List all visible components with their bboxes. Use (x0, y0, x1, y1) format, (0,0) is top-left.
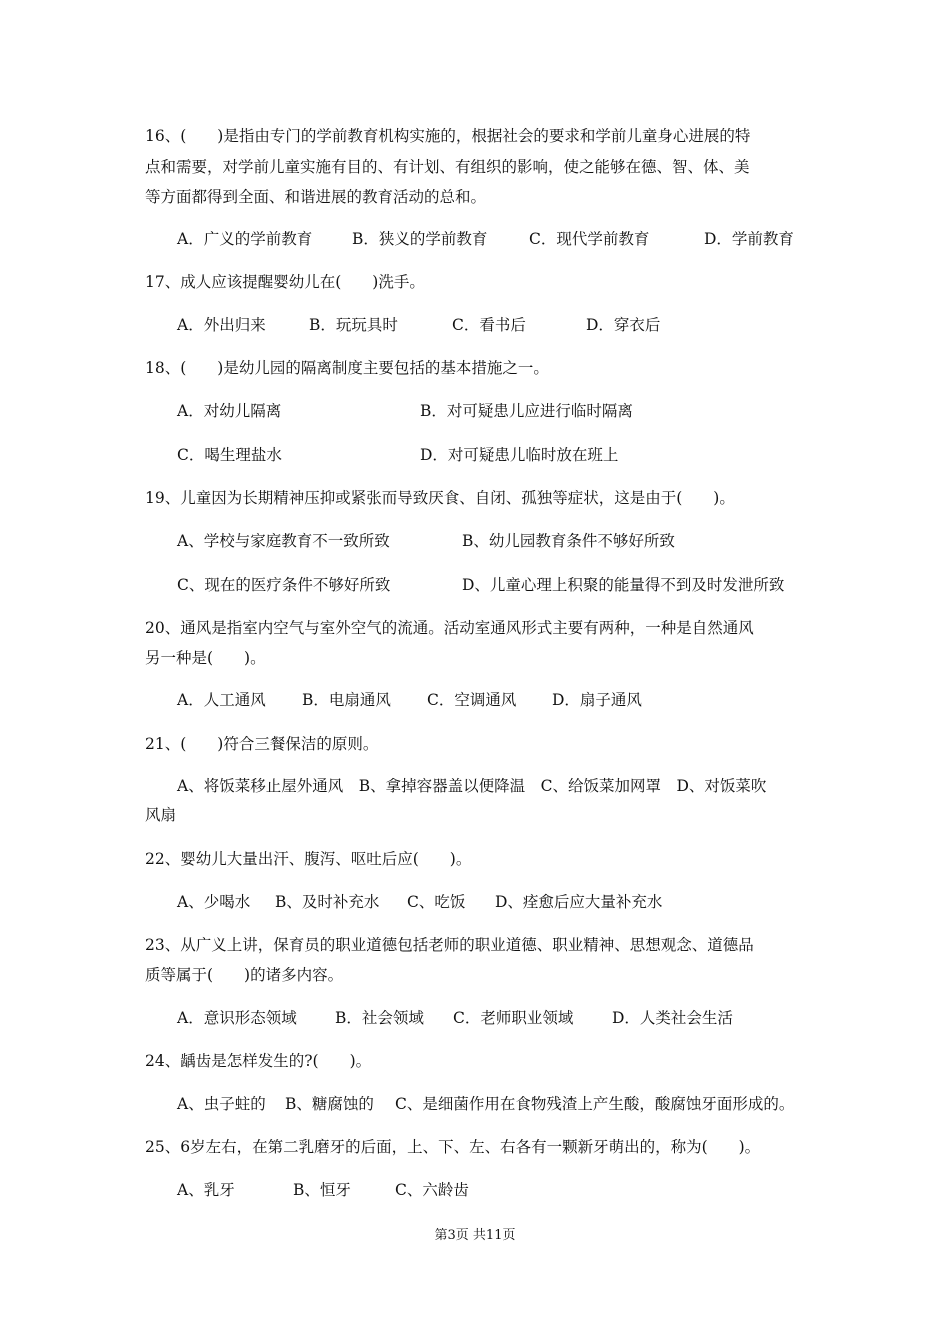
question-23-stem-line-2: 质等属于( )的诸多内容。 (145, 966, 344, 984)
question-16-option-c: C．现代学前教育 (529, 230, 650, 248)
question-20-stem-line-1: 20、通风是指室内空气与室外空气的流通。活动室通风形式主要有两种，一种是自然通风 (145, 619, 754, 637)
question-23-stem-line-1: 23、从广义上讲，保育员的职业道德包括老师的职业道德、职业精神、思想观念、道德品 (145, 936, 754, 954)
question-25-option-b: B、恒牙 (293, 1181, 351, 1199)
question-16-option-d: D．学前教育 (704, 230, 794, 248)
question-21-options-line-1: A、将饭菜移止屋外通风 B、拿掉容器盖以便降温 C、给饭菜加网罩 D、对饭菜吹 (177, 777, 767, 795)
question-23-option-c: C．老师职业领域 (453, 1009, 574, 1027)
question-25-option-a: A、乳牙 (177, 1181, 235, 1199)
question-19-option-b: B、幼儿园教育条件不够好所致 (462, 532, 675, 550)
question-16-stem-line-3: 等方面都得到全面、和谐进展的教育活动的总和。 (145, 188, 487, 206)
question-18-option-d: D．对可疑患儿临时放在班上 (420, 446, 619, 464)
question-19-option-d: D、儿童心理上积聚的能量得不到及时发泄所致 (462, 576, 785, 594)
question-21-stem: 21、( )符合三餐保洁的原则。 (145, 735, 379, 753)
question-20-option-c: C．空调通风 (427, 691, 517, 709)
question-20-option-b: B．电扇通风 (302, 691, 391, 709)
question-25-stem: 25、6岁左右，在第二乳磨牙的后面，上、下、左、右各有一颗新牙萌出的，称为( )。 (145, 1138, 761, 1156)
question-18-option-b: B．对可疑患儿应进行临时隔离 (420, 402, 633, 420)
question-18-stem: 18、( )是幼儿园的隔离制度主要包括的基本措施之一。 (145, 359, 549, 377)
question-24-stem: 24、龋齿是怎样发生的?( )。 (145, 1052, 372, 1070)
question-16-option-a: A．广义的学前教育 (177, 230, 313, 248)
question-16-option-b: B．狭义的学前教育 (352, 230, 488, 248)
question-23-option-b: B．社会领域 (335, 1009, 424, 1027)
page-number: 第3页 共11页 (434, 1228, 516, 1243)
question-17-option-a: A．外出归来 (177, 316, 266, 334)
question-18-option-a: A．对幼儿隔离 (177, 402, 282, 420)
question-24-option-b: B、糖腐蚀的 (285, 1095, 374, 1113)
question-23-option-d: D．人类社会生活 (612, 1009, 733, 1027)
question-16-stem-line-2: 点和需要，对学前儿童实施有目的、有计划、有组织的影响，使之能够在德、智、体、美 (145, 158, 750, 176)
question-17-option-c: C．看书后 (452, 316, 526, 334)
question-16-stem-line-1: 16、( )是指由专门的学前教育机构实施的，根据社会的要求和学前儿童身心进展的特 (145, 127, 751, 145)
question-20-stem-line-2: 另一种是( )。 (145, 649, 266, 667)
question-22-option-b: B、及时补充水 (275, 893, 380, 911)
question-20-option-d: D．扇子通风 (552, 691, 642, 709)
question-24-option-c: C、是细菌作用在食物残渣上产生酸，酸腐蚀牙面形成的。 (395, 1095, 795, 1113)
question-22-option-c: C、吃饭 (407, 893, 466, 911)
question-17-option-b: B．玩玩具时 (309, 316, 398, 334)
question-22-stem: 22、婴幼儿大量出汗、腹泻、呕吐后应( )。 (145, 850, 472, 868)
question-24-option-a: A、虫子蛀的 (177, 1095, 266, 1113)
question-17-stem: 17、成人应该提醒婴幼儿在( )洗手。 (145, 273, 425, 291)
question-17-option-d: D．穿衣后 (586, 316, 661, 334)
question-23-option-a: A．意识形态领域 (177, 1009, 297, 1027)
question-25-option-c: C、六龄齿 (395, 1181, 469, 1199)
question-22-option-a: A、少喝水 (177, 893, 251, 911)
question-19-option-c: C、现在的医疗条件不够好所致 (177, 576, 391, 594)
question-19-stem: 19、儿童因为长期精神压抑或紧张而导致厌食、自闭、孤独等症状，这是由于( )。 (145, 489, 735, 507)
question-22-option-d: D、痊愈后应大量补充水 (495, 893, 663, 911)
question-20-option-a: A．人工通风 (177, 691, 266, 709)
question-19-option-a: A、学校与家庭教育不一致所致 (177, 532, 390, 550)
question-21-options-line-2: 风扇 (145, 806, 177, 824)
question-18-option-c: C．喝生理盐水 (177, 446, 282, 464)
